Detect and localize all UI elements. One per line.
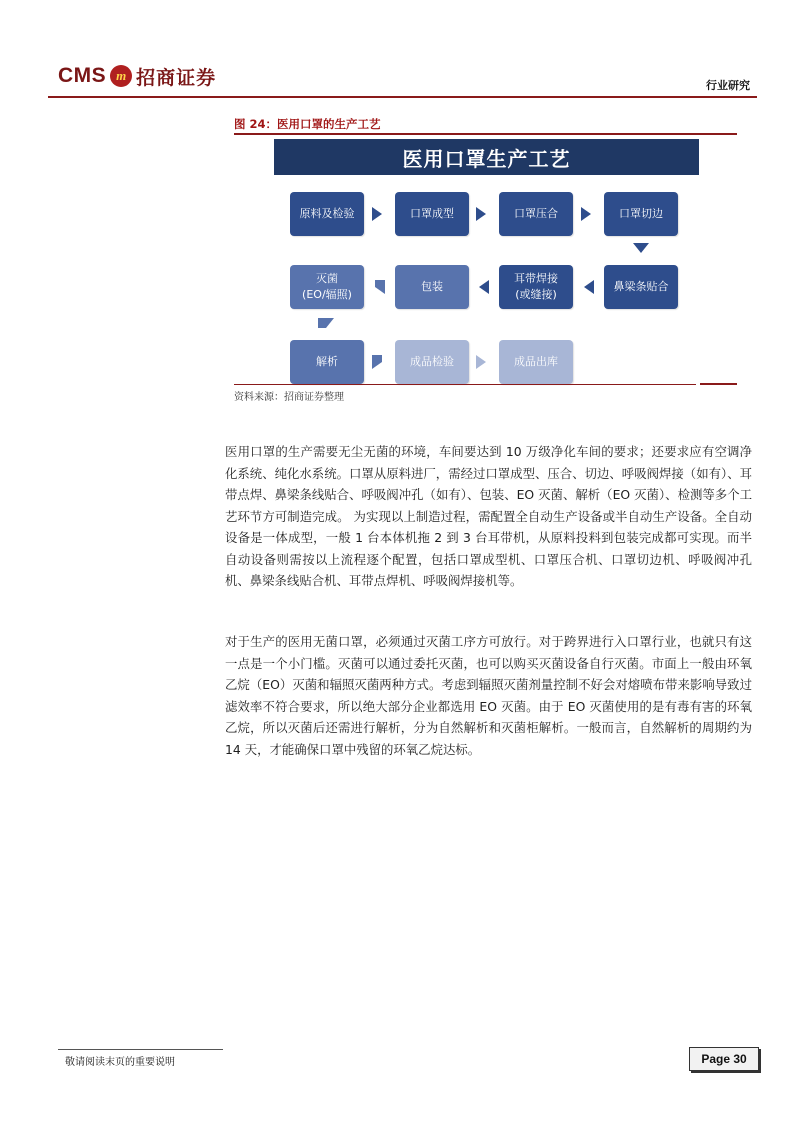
figure-top-rule [234, 133, 737, 135]
step-label: 灭菌 [316, 272, 338, 285]
footer-disclaimer: 敬请阅读末页的重要说明 [65, 1057, 175, 1068]
figure-caption: 图 24：医用口罩的生产工艺 [234, 117, 381, 131]
step-analysis [290, 340, 364, 384]
step-label: 解析 [316, 355, 338, 368]
step-packing [395, 265, 469, 309]
body-paragraph-2: 对于生产的医用无菌口罩，必须通过灭菌工序方可放行。对于跨界进行入口罩行业，也就只有这一点是一个小门槛。灭菌可以通过委托灭菌，也可以购买灭菌设备自行灭菌。市面上一般由环氧乙烷（EO）灭菌和辐照灭菌两种方式。考虑到辐照灭菌剂量控制不好会对熔喷布带来影响导致过滤效率不符合要求，所以绝大部分企业都选用 EO 灭菌。由于 EO 灭菌使用的是有毒有害的环氧乙烷，所以灭菌后还需进行解析，分为自然解析和灭菌柜解析。一般而言，自然解析的周期约为 14 天，才能确保口罩中残留的环氧乙烷达标。 [225, 634, 752, 757]
step-label: 成品出库 [514, 355, 558, 368]
step-final-inspection [395, 340, 469, 384]
step-label: 耳带焊接 [514, 272, 558, 285]
step-sterilization [290, 265, 364, 309]
step-label: 包装 [421, 280, 443, 293]
arrow-down-icon [318, 318, 334, 328]
step-ear-loop [499, 265, 573, 309]
arrow-down-icon [633, 243, 649, 253]
section-label: 行业研究 [706, 79, 750, 92]
diagram-banner-title: 医用口罩生产工艺 [274, 139, 699, 175]
company-logo [58, 60, 216, 92]
step-raw-material [290, 192, 364, 236]
body-paragraph-1: 医用口罩的生产需要无尘无菌的环境，车间要达到 10 万级净化车间的要求；还要求应有空调净化系统、纯化水系统。口罩从原料进厂，需经过口罩成型、压合、切边、呼吸阀焊接（如有）、耳带点焊、鼻梁条线贴合、呼吸阀冲孔（如有）、包装、EO 灭菌、解析（EO 灭菌）、检测等多个工艺环节方可制造完成。 为实现以上制造过程，需配置全自动生产设备或半自动生产设备。全自动设备是一体成型，一般 1 台本体机拖 2 到 3 台耳带机，从原料投料到包装完成都可实现。而半自动设备则需按以上流程逐个配置，包括口罩成型机、口罩压合机、口罩切边机、呼吸阀冲孔机、鼻梁条线贴合机、耳带点焊机、呼吸阀焊接机等。 [225, 444, 752, 588]
logo-cms-text: CMS [58, 64, 107, 87]
figure-bottom-rule [234, 384, 696, 385]
step-label: 原料及检验 [299, 207, 355, 220]
footer-rule [58, 1049, 223, 1050]
figure-source: 资料来源：招商证券整理 [234, 392, 344, 403]
arrow-right-icon [372, 207, 382, 221]
step-pressing [499, 192, 573, 236]
arrow-right-icon [581, 207, 591, 221]
page-number: Page 30 [689, 1047, 759, 1071]
arrow-left-icon [479, 280, 489, 294]
header-rule [48, 96, 757, 98]
step-outbound [499, 340, 573, 384]
step-label: 口罩成型 [410, 207, 454, 220]
figure-bottom-rule-accent [700, 383, 737, 385]
arrow-left-icon [584, 280, 594, 294]
step-label: 鼻梁条贴合 [613, 280, 669, 293]
step-sublabel: (或缝接) [515, 288, 557, 301]
step-forming [395, 192, 469, 236]
step-nose-bridge [604, 265, 678, 309]
arrow-right-icon [476, 355, 486, 369]
step-label: 成品检验 [410, 355, 454, 368]
logo-badge-icon: m [110, 65, 132, 87]
step-label: 口罩切边 [619, 207, 663, 220]
arrow-right-icon [372, 355, 382, 369]
step-label: 口罩压合 [514, 207, 558, 220]
step-sublabel: (EO/辐照) [302, 288, 352, 301]
arrow-left-icon [375, 280, 385, 294]
arrow-right-icon [476, 207, 486, 221]
step-cutting [604, 192, 678, 236]
logo-cn-text: 招商证券 [136, 66, 217, 89]
